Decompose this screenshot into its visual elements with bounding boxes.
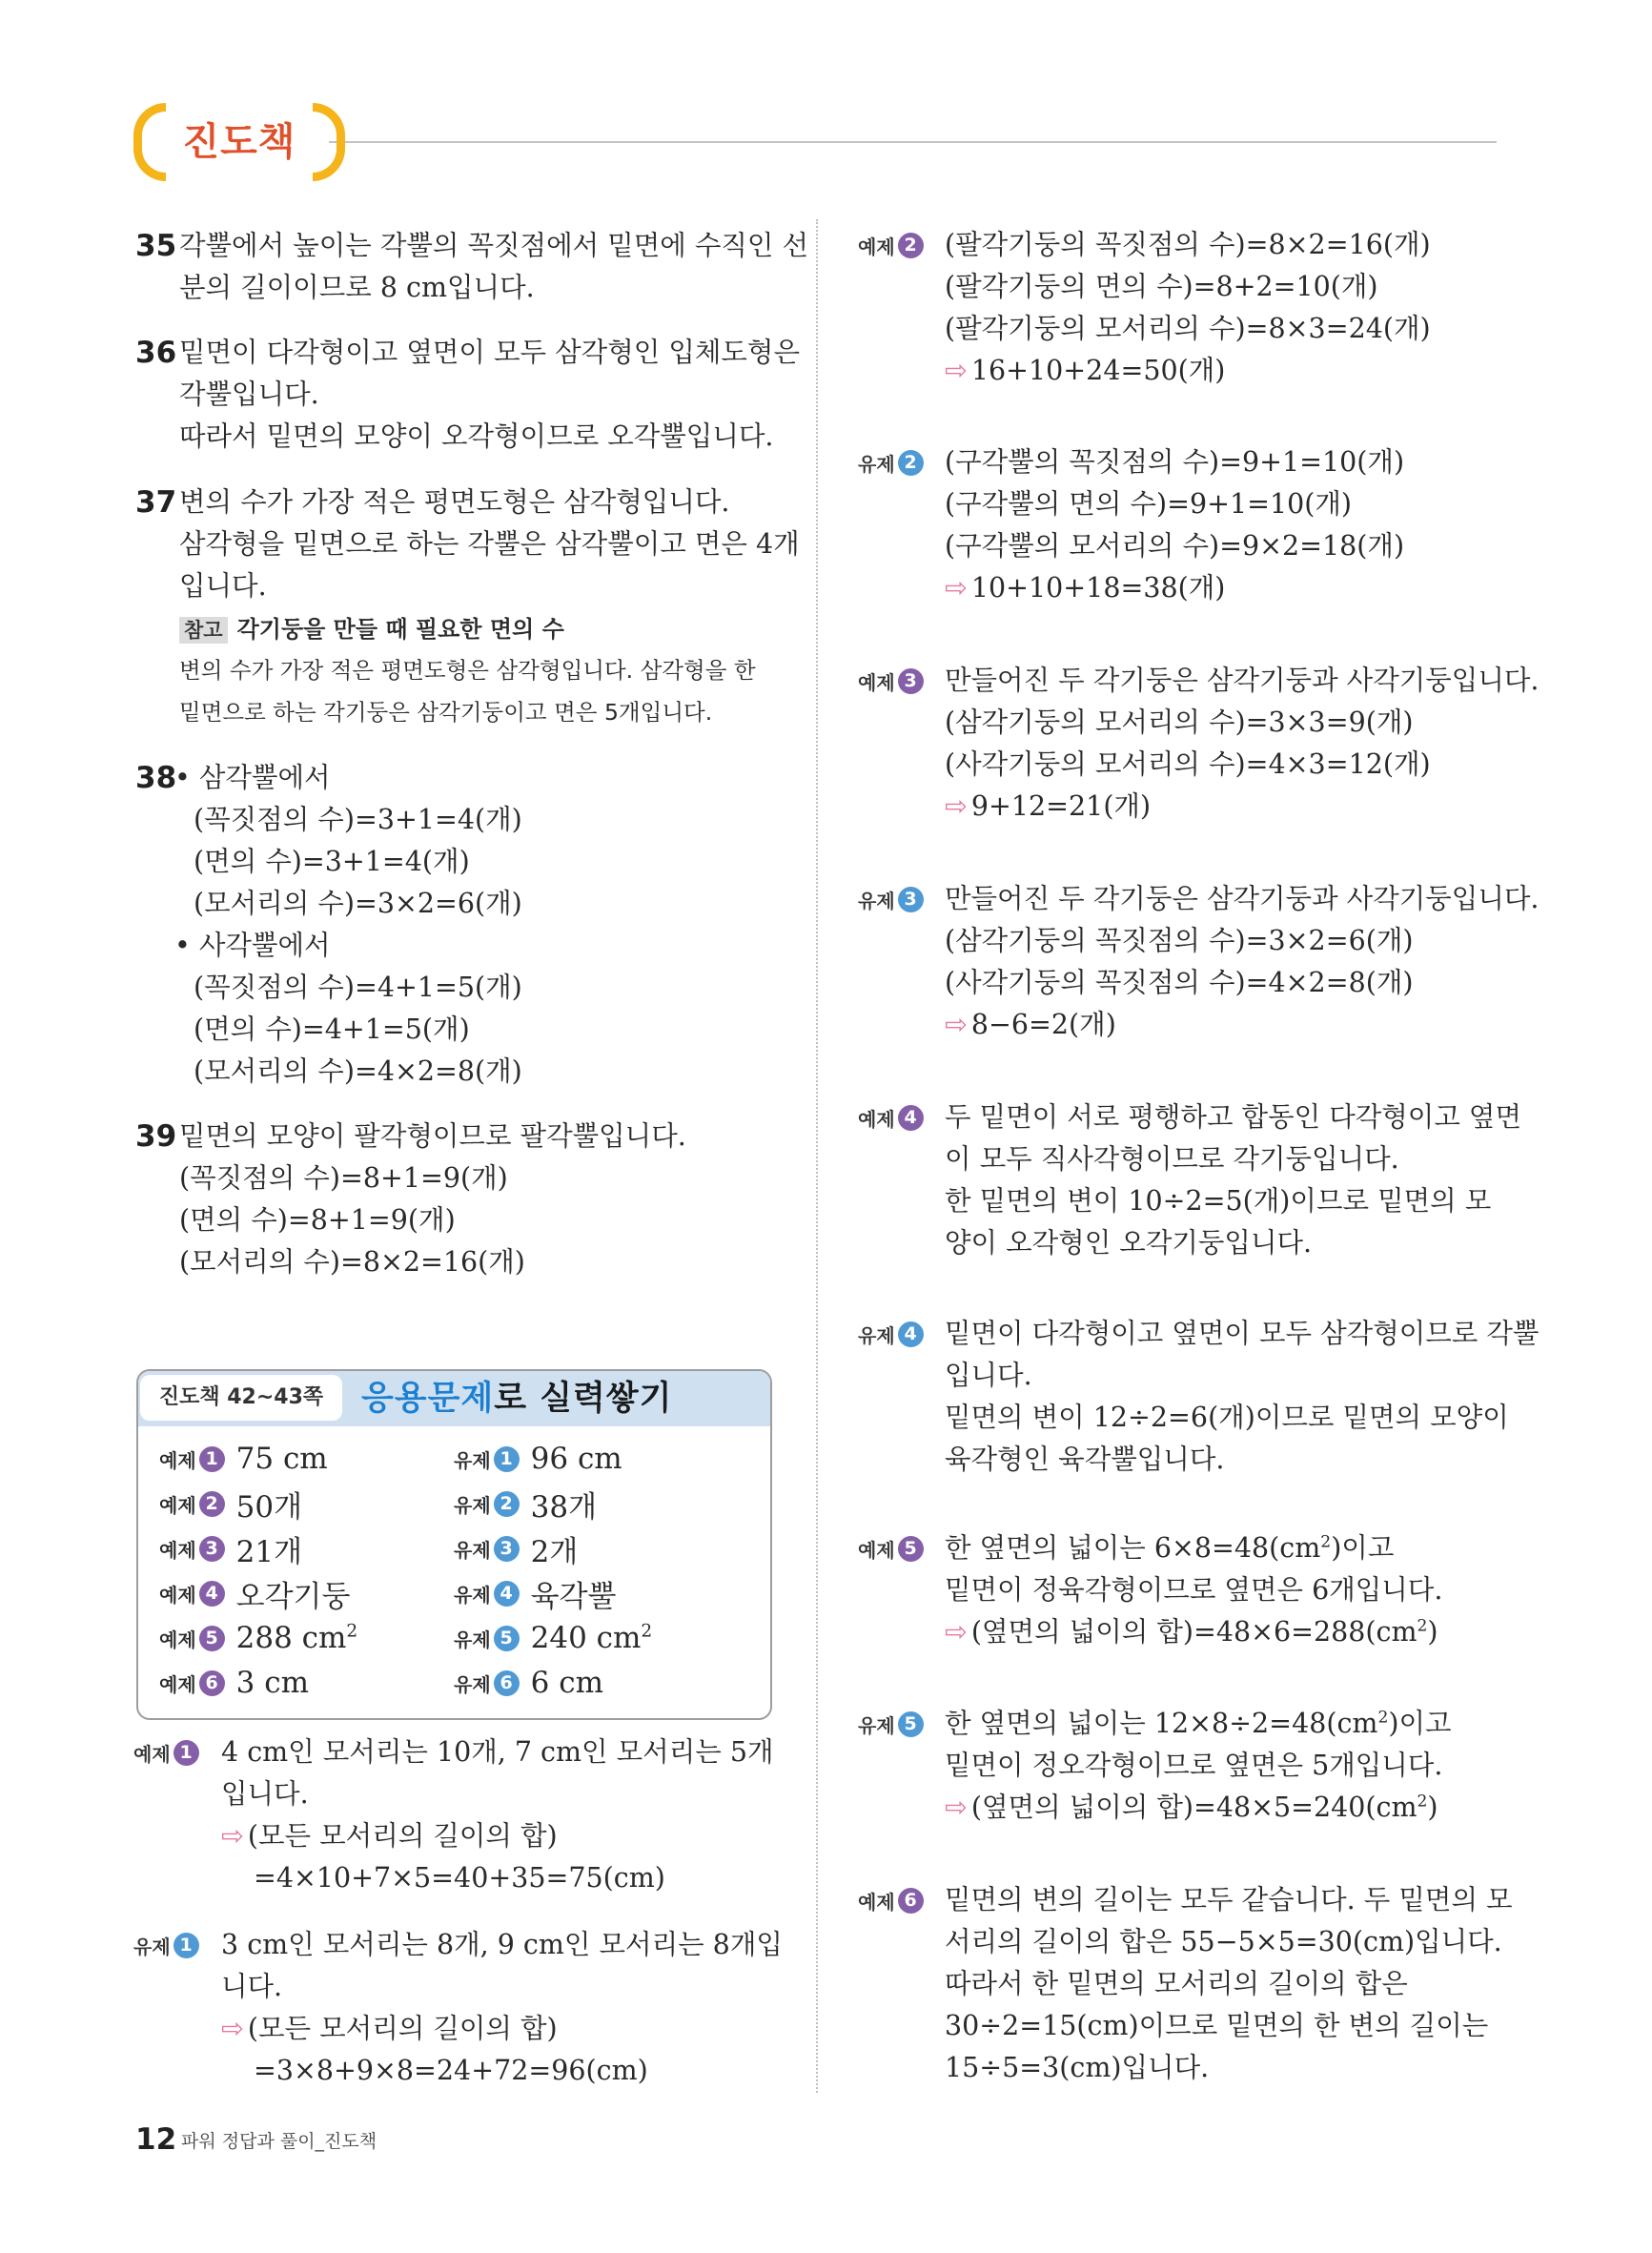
problem-line: 변의 수가 가장 적은 평면도형은 삼각형입니다.	[179, 486, 730, 518]
solution-line: (구각뿔의 면의 수)=9+1=10(개)	[945, 488, 1353, 520]
solution-line	[945, 1004, 1116, 1046]
exponent: 2	[1377, 1708, 1389, 1728]
solution-line: (삼각기둥의 꼭짓점의 수)=3×2=6(개)	[945, 925, 1414, 956]
answer-label: 예제	[159, 1448, 196, 1472]
answer-number-badge: 4	[199, 1581, 225, 1607]
answer-value: 75 cm	[235, 1442, 328, 1476]
solution-line: 밑면의 변의 길이는 모두 같습니다. 두 밑면의 모	[945, 1884, 1513, 1915]
book-title: 파워 정답과 풀이_진도책	[181, 2131, 377, 2152]
solution-line: 따라서 한 밑면의 모서리의 길이의 합은	[945, 1968, 1408, 1999]
solution-line: 육각형인 육각뿔입니다.	[945, 1444, 1225, 1475]
solution-line: (팔각기둥의 면의 수)=8+2=10(개)	[945, 271, 1378, 302]
answer-item	[454, 1438, 622, 1480]
label-text: 유제	[858, 452, 895, 476]
solution-line: 밑면의 변이 12÷2=6(개)이므로 밑면의 모양이	[945, 1402, 1509, 1433]
answer-value: 96 cm	[530, 1442, 622, 1476]
column-divider	[816, 219, 818, 2093]
label-text: 예제	[858, 235, 895, 258]
similar-label	[858, 441, 924, 483]
solution-text: (모든 모서리의 길이의 합)	[247, 2013, 558, 2044]
answer-number-badge: 1	[494, 1446, 520, 1472]
solution-line: 밑면이 다각형이고 옆면이 모두 삼각형이므로 각뿔	[945, 1318, 1540, 1349]
solution-line: 밑면이 정오각형이므로 옆면은 5개입니다.	[945, 1750, 1443, 1781]
number-badge: 5	[898, 1711, 924, 1737]
problem-line: • 삼각뿔에서	[174, 762, 331, 793]
answer-item	[159, 1617, 357, 1659]
problem-number: 39	[135, 1119, 177, 1154]
answer-number-badge: 3	[199, 1536, 225, 1562]
problem-number: 35	[135, 229, 177, 263]
solution-line: 3 cm인 모서리는 8개, 9 cm인 모서리는 8개입	[221, 1929, 783, 1960]
answer-item	[454, 1572, 616, 1614]
solution-line: 30÷2=15(cm)이므로 밑면의 한 변의 길이는	[945, 2010, 1489, 2041]
label-text: 예제	[858, 1107, 895, 1131]
answer-value-text: 240 cm	[530, 1621, 642, 1655]
label-text: 유제	[858, 1323, 895, 1347]
answer-value: 오각기둥	[235, 1579, 351, 1614]
solution-line	[221, 2008, 558, 2050]
solution-text: 16+10+24=50(개)	[970, 355, 1226, 386]
answer-value: 육각뿔	[530, 1579, 617, 1614]
problem-line: (꼭짓점의 수)=3+1=4(개)	[194, 804, 522, 835]
solution-text: )이고	[1331, 1532, 1395, 1564]
number-badge: 6	[898, 1888, 924, 1914]
answer-value: 2개	[530, 1534, 579, 1569]
problem-line: (꼭짓점의 수)=8+1=9(개)	[179, 1162, 508, 1194]
problem-line: (꼭짓점의 수)=4+1=5(개)	[194, 972, 522, 1003]
answer-summary-box	[136, 1369, 772, 1720]
solution-line	[945, 567, 1225, 609]
solution-text: (옆면의 넓이의 합)=48×5=240(cm	[970, 1792, 1417, 1823]
solution-text: (옆면의 넓이의 합)=48×6=288(cm	[970, 1616, 1417, 1648]
answer-number-badge: 6	[494, 1670, 520, 1696]
tip-line: 변의 수가 가장 적은 평면도형은 삼각형입니다. 삼각형을 한	[179, 657, 756, 684]
solution-line: =4×10+7×5=40+35=75(cm)	[254, 1862, 665, 1894]
answer-item	[159, 1483, 302, 1525]
solution-line	[945, 1703, 1452, 1745]
problem-line: (면의 수)=4+1=5(개)	[194, 1014, 470, 1045]
answer-label: 예제	[159, 1583, 196, 1607]
tip-tag: 참고	[179, 617, 228, 644]
example-label	[858, 1879, 924, 1921]
header-rule	[329, 141, 1497, 143]
hollow-right-arrow-icon: ⇨	[945, 1616, 968, 1648]
solution-line	[945, 350, 1225, 392]
solution-text: 10+10+18=38(개)	[970, 572, 1226, 604]
problem-line: (면의 수)=8+1=9(개)	[179, 1204, 456, 1236]
answer-label: 예제	[159, 1493, 196, 1517]
answer-box-title	[361, 1374, 673, 1423]
solution-line: (사각기둥의 모서리의 수)=4×3=12(개)	[945, 748, 1431, 780]
answer-value: 3 cm	[235, 1666, 309, 1700]
problem-number: 38	[135, 761, 177, 795]
tip-title: 각기둥을 만들 때 필요한 면의 수	[236, 616, 564, 643]
title-rest: 로 실력쌓기	[494, 1380, 673, 1418]
solution-text: )이고	[1388, 1708, 1452, 1739]
solution-text: 한 옆면의 넓이는 6×8=48(cm	[945, 1532, 1321, 1564]
answer-label: 예제	[159, 1538, 196, 1562]
answer-value: 50개	[235, 1489, 303, 1525]
solution-line: 서리의 길이의 합은 55−5×5=30(cm)입니다.	[945, 1926, 1502, 1957]
answer-label: 예제	[159, 1628, 196, 1651]
similar-label	[858, 1703, 924, 1745]
answer-number-badge: 5	[199, 1626, 225, 1651]
answer-label: 유제	[454, 1583, 491, 1607]
solution-line: 두 밑면이 서로 평행하고 합동인 다각형이고 옆면	[945, 1101, 1521, 1133]
hollow-right-arrow-icon: ⇨	[945, 572, 968, 604]
solution-line	[945, 1611, 1438, 1653]
answer-item	[159, 1572, 350, 1614]
exponent: 2	[346, 1621, 358, 1642]
answer-number-badge: 3	[494, 1536, 520, 1562]
solution-line: 이 모두 직사각형이므로 각기둥입니다.	[945, 1143, 1399, 1175]
answer-item	[159, 1438, 328, 1480]
exponent: 2	[1417, 1616, 1428, 1636]
answer-number-badge: 6	[199, 1670, 225, 1696]
example-label	[133, 1731, 199, 1773]
number-badge: 4	[898, 1321, 924, 1347]
similar-label	[858, 1313, 924, 1355]
solution-text: (모든 모서리의 길이의 합)	[247, 1820, 558, 1852]
hollow-right-arrow-icon: ⇨	[945, 1792, 968, 1823]
label-text: 유제	[858, 1713, 895, 1737]
solution-text: )	[1427, 1616, 1438, 1648]
solution-line: (삼각기둥의 모서리의 수)=3×3=9(개)	[945, 707, 1414, 738]
solution-line: 입니다.	[945, 1360, 1032, 1391]
page-number: 12	[135, 2122, 177, 2157]
label-text: 유제	[133, 1935, 171, 1958]
problem-line: 각뿔입니다.	[179, 379, 319, 410]
exponent: 2	[1320, 1532, 1332, 1552]
solution-line: (팔각기둥의 꼭짓점의 수)=8×2=16(개)	[945, 229, 1431, 260]
header-tab	[133, 103, 345, 181]
number-badge: 5	[898, 1536, 924, 1562]
solution-line	[945, 786, 1151, 828]
solution-line: 4 cm인 모서리는 10개, 7 cm인 모서리는 5개	[221, 1736, 774, 1768]
answer-item	[159, 1527, 302, 1569]
problem-line: • 사각뿔에서	[174, 930, 331, 961]
label-text: 예제	[858, 670, 895, 694]
hollow-right-arrow-icon: ⇨	[945, 355, 968, 386]
solution-line: (구각뿔의 모서리의 수)=9×2=18(개)	[945, 530, 1405, 562]
answer-label: 유제	[454, 1538, 491, 1562]
hollow-right-arrow-icon: ⇨	[221, 2013, 244, 2044]
solution-line: 한 밑면의 변이 10÷2=5(개)이므로 밑면의 모	[945, 1185, 1492, 1217]
solution-line: 니다.	[221, 1971, 283, 2002]
problem-line: (모서리의 수)=4×2=8(개)	[194, 1055, 522, 1087]
similar-label	[133, 1924, 199, 1966]
label-text: 유제	[858, 889, 895, 912]
answer-label: 유제	[454, 1628, 491, 1651]
example-label	[858, 224, 924, 266]
solution-line: (구각뿔의 꼭짓점의 수)=9+1=10(개)	[945, 446, 1405, 478]
answer-label: 유제	[454, 1672, 491, 1696]
problem-line: 삼각형을 밑면으로 하는 각뿔은 삼각뿔이고 면은 4개	[179, 528, 800, 560]
number-badge: 3	[898, 887, 924, 912]
answer-number-badge: 1	[199, 1446, 225, 1472]
solution-line: 양이 오각형인 오각기둥입니다.	[945, 1227, 1313, 1259]
number-badge: 2	[898, 450, 924, 476]
number-badge: 2	[898, 233, 924, 258]
answer-number-badge: 2	[199, 1491, 225, 1517]
similar-label	[858, 878, 924, 920]
answer-label: 유제	[454, 1448, 491, 1472]
problem-line: 따라서 밑면의 모양이 오각형이므로 오각뿔입니다.	[179, 420, 774, 452]
problem-line: (모서리의 수)=8×2=16(개)	[179, 1246, 525, 1278]
answer-number-badge: 5	[494, 1626, 520, 1651]
hollow-right-arrow-icon: ⇨	[945, 790, 968, 822]
solution-line: 만들어진 두 각기둥은 삼각기둥과 사각기둥입니다.	[945, 665, 1540, 696]
label-text: 예제	[858, 1538, 895, 1562]
solution-line: (사각기둥의 꼭짓점의 수)=4×2=8(개)	[945, 967, 1414, 998]
answer-value-text: 288 cm	[235, 1621, 347, 1655]
solution-line: =3×8+9×8=24+72=96(cm)	[254, 2055, 648, 2086]
solution-text: 8−6=2(개)	[970, 1009, 1116, 1040]
answer-label: 유제	[454, 1493, 491, 1517]
answer-item	[454, 1662, 603, 1704]
solution-text: 한 옆면의 넓이는 12×8÷2=48(cm	[945, 1708, 1378, 1739]
solution-text: 9+12=21(개)	[970, 790, 1152, 822]
answer-value	[531, 1621, 653, 1655]
answer-value: 38개	[530, 1489, 598, 1525]
solution-line	[945, 1787, 1438, 1829]
answer-item	[454, 1617, 652, 1659]
label-text: 예제	[133, 1742, 171, 1766]
solution-line: (팔각기둥의 모서리의 수)=8×3=24(개)	[945, 313, 1431, 344]
tip-heading	[179, 608, 564, 650]
answer-value	[236, 1621, 358, 1655]
answer-item	[454, 1483, 597, 1525]
example-label	[858, 1527, 924, 1569]
answer-item	[454, 1527, 578, 1569]
problem-line: 입니다.	[179, 570, 267, 602]
hollow-right-arrow-icon: ⇨	[221, 1820, 244, 1852]
answer-number-badge: 4	[494, 1581, 520, 1607]
answer-item	[159, 1662, 309, 1704]
problem-line: 밑면의 모양이 팔각형이므로 팔각뿔입니다.	[179, 1120, 686, 1152]
problem-line: (면의 수)=3+1=4(개)	[194, 846, 470, 877]
answer-number-badge: 2	[494, 1491, 520, 1517]
answer-box-page-ref: 진도책 42~43쪽	[140, 1375, 342, 1421]
solution-line: 밑면이 정육각형이므로 옆면은 6개입니다.	[945, 1574, 1443, 1606]
solution-line: 15÷5=3(cm)입니다.	[945, 2052, 1210, 2083]
problem-line: 분의 길이이므로 8 cm입니다.	[179, 272, 535, 303]
title-highlight: 응용문제	[361, 1380, 495, 1418]
answer-label: 예제	[159, 1672, 196, 1696]
number-badge: 4	[898, 1105, 924, 1131]
hollow-right-arrow-icon: ⇨	[945, 1009, 968, 1040]
example-label	[858, 1096, 924, 1138]
exponent: 2	[641, 1621, 653, 1642]
tip-line: 밑면으로 하는 각기둥은 삼각기둥이고 면은 5개입니다.	[179, 699, 713, 726]
problem-number: 36	[135, 336, 177, 370]
number-badge: 1	[173, 1933, 199, 1958]
number-badge: 1	[173, 1740, 199, 1766]
label-text: 예제	[858, 1890, 895, 1914]
problem-line: 밑면이 다각형이고 옆면이 모두 삼각형인 입체도형은	[179, 337, 800, 368]
example-label	[858, 660, 924, 702]
header-title: 진도책	[182, 120, 296, 164]
solution-text: )	[1427, 1792, 1438, 1823]
number-badge: 3	[898, 668, 924, 694]
problem-line: (모서리의 수)=3×2=6(개)	[194, 888, 522, 919]
solution-line	[945, 1527, 1394, 1569]
exponent: 2	[1417, 1792, 1428, 1812]
answer-value: 21개	[235, 1534, 303, 1569]
problem-number: 37	[135, 485, 177, 520]
answer-value: 6 cm	[530, 1666, 603, 1700]
solution-line	[221, 1815, 558, 1857]
problem-line: 각뿔에서 높이는 각뿔의 꼭짓점에서 밑면에 수직인 선	[179, 230, 809, 261]
solution-line: 만들어진 두 각기둥은 삼각기둥과 사각기둥입니다.	[945, 883, 1540, 914]
solution-line: 입니다.	[221, 1778, 309, 1810]
